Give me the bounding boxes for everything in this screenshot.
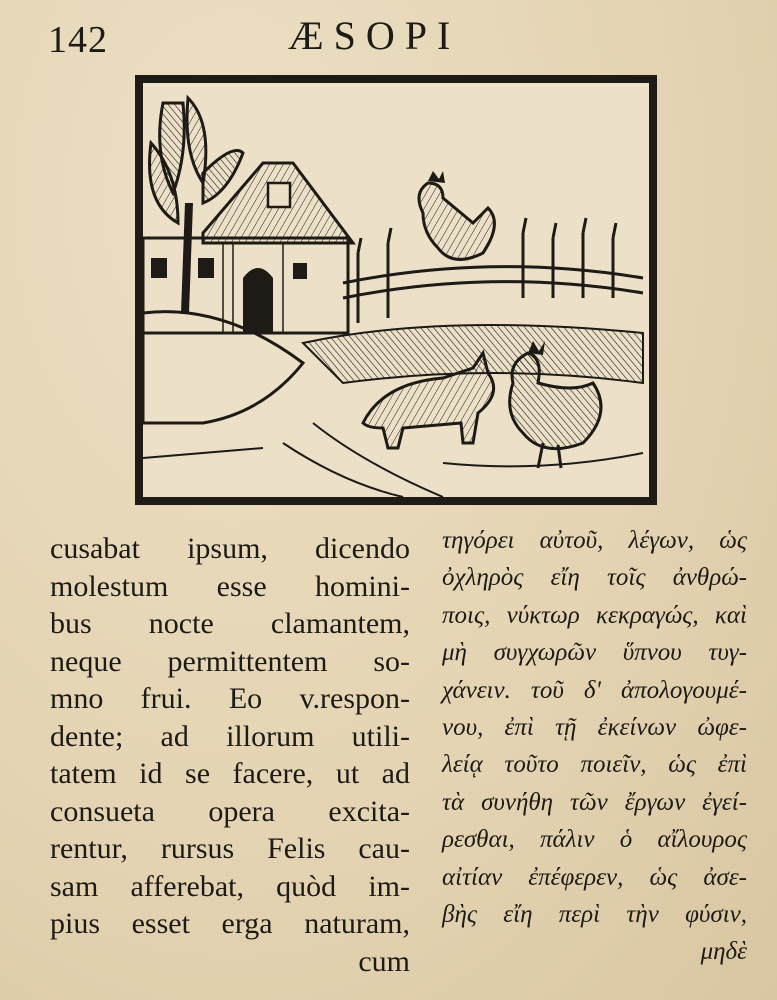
latin-line: sam afferebat, quòd im- <box>50 869 410 903</box>
greek-line: τὰ συνήθη τῶν ἔργων ἐγεί- <box>442 788 747 816</box>
latin-line: pius esset erga naturam, <box>50 907 410 940</box>
greek-line: μὴ συγχωρῶν ὕπνου τυγ- <box>442 639 747 667</box>
latin-line: neque permittentem so- <box>50 644 410 678</box>
rooster-on-fence <box>419 171 494 259</box>
greek-line: λείᾳ τοῦτο ποιεῖν, ὡς ἐπὶ <box>442 751 747 779</box>
latin-line: tatem id se facere, ut ad <box>50 757 410 790</box>
page-number: 142 <box>48 19 108 61</box>
greek-line: αἰτίαν ἐπέφερεν, ὡς ἀσε- <box>442 863 747 891</box>
latin-column <box>50 530 410 980</box>
latin-catchword: cum <box>358 944 410 978</box>
woodcut-scene <box>143 83 649 497</box>
running-head: ÆSOPI <box>288 13 461 58</box>
latin-line: bus nocte clamantem, <box>50 607 410 640</box>
greek-line: ρεσθαι, πάλιν ὁ αἴλουρος <box>442 826 747 854</box>
greek-line: νου, ἐπὶ τῇ ἐκείνων ὠφε- <box>442 714 747 742</box>
woodcut-illustration <box>135 75 657 505</box>
latin-line: dente; ad illorum utili- <box>50 719 410 753</box>
greek-line: ποις, νύκτωρ κεκραγώς, καὶ <box>442 601 747 629</box>
greek-column <box>442 522 747 971</box>
latin-line: rentur, rursus Felis cau- <box>50 832 410 865</box>
greek-catchword: μηδὲ <box>700 938 747 966</box>
latin-line: mno frui. Eo v.respon- <box>50 682 410 715</box>
latin-line: consueta opera excita- <box>50 794 410 828</box>
greek-line: τηγόρει αὐτοῦ, λέγων, ὡς <box>442 527 747 554</box>
greek-line: ὀχληρὸς εἴη τοῖς ἀνθρώ- <box>442 564 747 592</box>
latin-line: cusabat ipsum, dicendo <box>50 532 410 565</box>
greek-line: βὴς εἴη περὶ τὴν φύσιν, <box>442 901 747 929</box>
greek-line: χάνειν. τοῦ δ' ἀπολογουμέ- <box>442 676 747 704</box>
latin-line: molestum esse homini- <box>50 569 410 603</box>
